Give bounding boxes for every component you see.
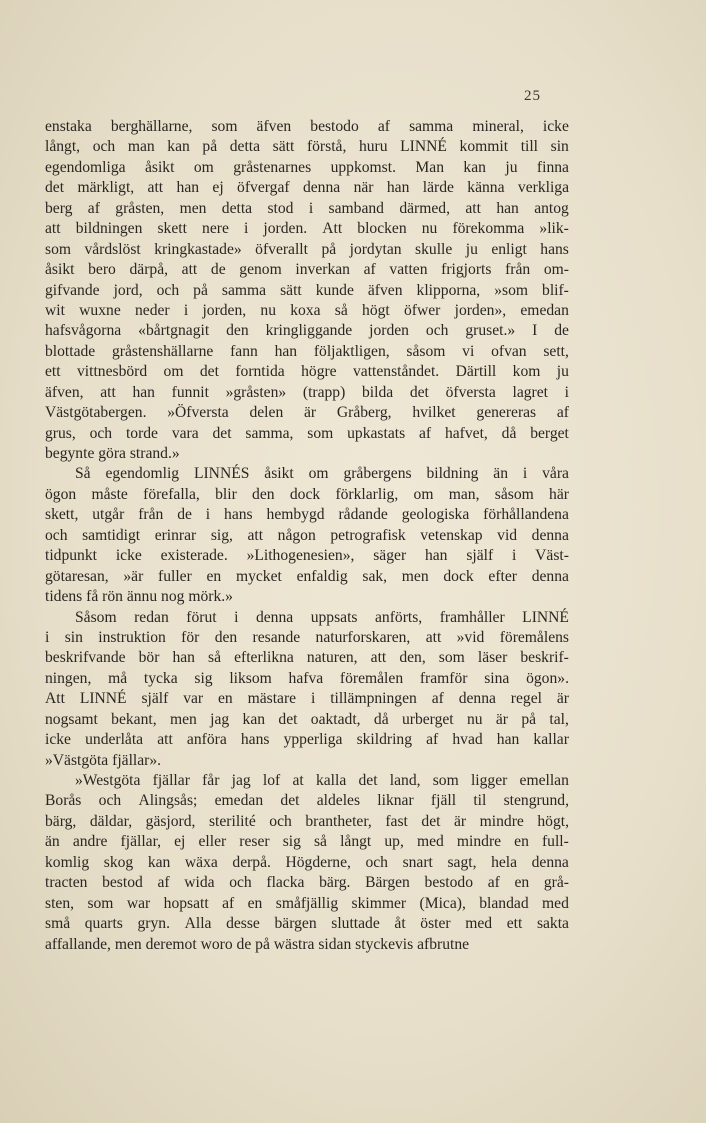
text-line: Västgötabergen. »Öfversta delen är Gråberg, hvilket genereras af — [45, 404, 569, 422]
text-line: beskrifvande bör han så efterlikna naturen, att den, som läser beskrif- — [45, 649, 569, 667]
text-line: små quarts gryn. Alla desse bärgen sluttade åt öster med ett sakta — [45, 915, 569, 933]
text-line: begynte göra strand.» — [45, 445, 180, 462]
text-line: egendomliga åsikt om gråstenarnes uppkomst. Man kan ju finna — [45, 158, 569, 176]
text-line: ningen, må tycka sig liksom hafva föremålen framför sina ögon». — [45, 669, 569, 687]
text-line: som vårdslöst kringkastade» öfverallt på jordytan skulle ju enligt hans — [45, 240, 569, 258]
text-line: berg af gråsten, men detta stod i samband därmed, att han antog — [45, 199, 569, 217]
text-line: blottade gråstenshällarne fann han följaktligen, såsom vi ofvan sett, — [45, 342, 569, 360]
text-line: skett, utgår från de i hans hembygd rådande geologiska förhållandena — [45, 506, 569, 524]
text-line: äfven, att han funnit »gråsten» (trapp) bilda det öfversta lagret i — [45, 383, 569, 401]
text-line: hafsvågorna «bårtgnagit den kringliggande jorden och gruset.» I de — [45, 322, 569, 340]
text-line: ett vittnesbörd om det forntida högre vattenståndet. Därtill kom ju — [45, 363, 569, 381]
text-line: tidens få rön ännu nog mörk.» — [45, 588, 233, 606]
text-line: icke underlåta att anföra hans ypperliga skildring af hvad han kallar — [45, 731, 569, 749]
text-line: långt, och man kan på detta sätt förstå, huru LINNÉ kommit till sin — [45, 138, 569, 156]
text-line: Såsom redan förut i denna uppsats anförts, framhåller LINNÉ — [75, 608, 569, 626]
text-line: nogsamt bekant, men jag kan det oaktadt, då urberget nu är på tal, — [45, 710, 569, 728]
text-line: grus, och torde vara det samma, som upkastats af hafvet, då berget — [45, 424, 569, 442]
text-line: Så egendomlig LINNÉS åsikt om gråbergens bildning än i våra — [75, 465, 569, 483]
text-line: affallande, men deremot woro de på wästra sidan styckevis afbrutne — [45, 935, 470, 953]
text-line: Borås och Alingsås; emedan det aldeles liknar fjäll til stengrund, — [45, 792, 569, 810]
text-line: enstaka berghällarne, som äfven bestodo af samma mineral, icke — [45, 118, 569, 135]
text-line: än andre fjällar, ej eller reser sig så långt up, med mindre en full- — [45, 833, 569, 851]
body-text — [45, 117, 569, 955]
text-line: att bildningen skett nere i jorden. Att blocken nu förekomma »lik- — [45, 220, 569, 238]
text-line: bärg, däldar, gäsjord, sterilité och brantheter, fast det är mindre högt, — [45, 812, 569, 830]
text-line: gifvande jord, och på samma sätt kunde äfven klipporna, »som blif- — [45, 281, 569, 299]
text-line: götaresan, »är fuller en mycket enfaldig sak, men dock efter denna — [45, 567, 569, 585]
text-line: ögon måste förefalla, blir den dock förklarlig, om man, såsom här — [45, 485, 569, 503]
text-line: wit wuxne neder i jorden, nu koxa så högt öfwer jorden», emedan — [45, 301, 569, 319]
text-line: »Västgöta fjällar». — [45, 751, 162, 769]
text-line: »Westgöta fjällar får jag lof at kalla det land, som ligger emellan — [75, 772, 569, 789]
text-line: i sin instruktion för den resande naturforskaren, att »vid föremålens — [45, 628, 569, 646]
text-line: det märkligt, att han ej öfvergaf denna när han lärde känna verkliga — [45, 179, 569, 197]
text-line: sten, som war hopsatt af en småfjällig skimmer (Mica), blandad med — [45, 894, 569, 912]
text-line: Att LINNÉ själf var en mästare i tillämpningen af denna regel är — [45, 690, 569, 708]
text-line: komlig skog kan wäxa derpå. Högderne, och snart sagt, hela denna — [45, 853, 569, 871]
text-line: tracten bestod af wida och flacka bärg. Bärgen bestodo af en grå- — [45, 874, 569, 892]
text-line: och samtidigt erinrar sig, att någon petrografisk vetenskap vid denna — [45, 526, 569, 544]
text-line: åsikt bero därpå, att de genom inverkan af vatten frigjorts från om- — [45, 261, 569, 279]
page-number: 25 — [524, 88, 541, 104]
text-line: tidpunkt icke existerade. »Lithogenesien», säger han själf i Väst- — [45, 547, 569, 565]
